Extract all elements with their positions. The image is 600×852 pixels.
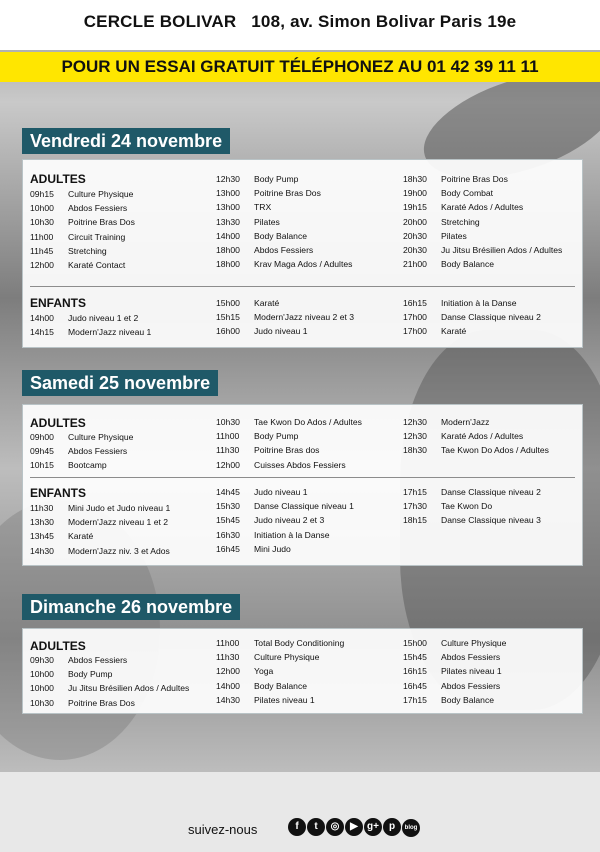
class-time: 10h30 xyxy=(216,417,240,427)
class-time: 12h00 xyxy=(30,259,54,270)
class-row xyxy=(403,415,549,429)
class-time: 16h30 xyxy=(216,529,240,540)
class-time: 17h15 xyxy=(403,487,427,497)
class-row xyxy=(216,664,344,678)
schedule-column xyxy=(30,501,170,558)
class-time: 15h45 xyxy=(216,515,240,526)
class-name: Ju Jitsu Brésilien Ados / Adultes xyxy=(441,244,563,255)
class-time: 11h00 xyxy=(30,231,54,242)
schedule-column xyxy=(403,636,506,707)
google-plus-icon[interactable]: g+ xyxy=(364,818,382,836)
class-name: Cuisses Abdos Fessiers xyxy=(254,459,346,470)
class-name: Judo niveau 1 xyxy=(254,326,308,337)
class-row xyxy=(216,499,354,513)
class-row xyxy=(30,444,133,458)
follow-us-label: suivez-nous xyxy=(188,822,258,837)
class-name: Circuit Training xyxy=(68,231,126,242)
section-label-enfants: ENFANTS xyxy=(30,296,87,310)
schedule-column xyxy=(30,653,189,710)
class-name: Tae Kwon Do Ados / Adultes xyxy=(254,417,362,427)
class-row xyxy=(403,499,541,513)
class-name: Danse Classique niveau 3 xyxy=(441,515,541,526)
class-time: 18h30 xyxy=(403,174,427,184)
class-row xyxy=(30,311,151,325)
class-row xyxy=(403,650,506,664)
class-time: 21h00 xyxy=(403,259,427,270)
class-name: Karaté Ados / Adultes xyxy=(441,202,524,213)
class-time: 20h30 xyxy=(403,230,427,241)
class-time: 11h30 xyxy=(216,652,240,663)
day-title-samedi: Samedi 25 novembre xyxy=(22,370,218,396)
schedule-column xyxy=(216,415,362,472)
class-name: Bootcamp xyxy=(68,460,107,471)
class-time: 13h30 xyxy=(216,216,240,227)
class-time: 12h00 xyxy=(216,666,240,677)
class-name: Mini Judo xyxy=(254,543,291,554)
schedule-panel-samedi xyxy=(22,404,583,566)
class-name: Poitrine Bras dos xyxy=(254,445,320,456)
class-name: Judo niveau 1 et 2 xyxy=(68,313,139,323)
class-row xyxy=(403,172,562,186)
class-row xyxy=(216,243,352,257)
club-address: 108, av. Simon Bolivar Paris 19e xyxy=(251,12,517,31)
class-name: Karaté xyxy=(441,326,467,337)
class-time: 13h30 xyxy=(30,517,54,528)
footer xyxy=(0,806,600,846)
class-name: Tae Kwon Do Ados / Adultes xyxy=(441,445,549,456)
class-row xyxy=(30,244,135,258)
class-name: Pilates niveau 1 xyxy=(441,666,502,677)
class-time: 13h00 xyxy=(216,188,240,199)
class-row xyxy=(403,485,541,499)
section-divider xyxy=(30,286,575,287)
class-name: Abdos Fessiers xyxy=(441,680,501,691)
class-row xyxy=(403,243,562,257)
schedule-column xyxy=(216,296,354,339)
class-row xyxy=(216,650,344,664)
class-name: Body Balance xyxy=(254,230,308,241)
schedule-column xyxy=(30,311,151,339)
class-row xyxy=(30,430,133,444)
class-name: Culture Physique xyxy=(441,638,507,648)
class-row xyxy=(403,324,541,338)
class-time: 12h30 xyxy=(403,431,427,442)
class-name: Pilates xyxy=(254,216,280,227)
class-name: Karaté xyxy=(68,531,94,542)
class-row xyxy=(216,229,352,243)
class-name: Poitrine Bras Dos xyxy=(68,217,135,228)
class-name: Culture Physique xyxy=(68,189,134,199)
class-row xyxy=(403,257,562,271)
class-time: 09h30 xyxy=(30,655,54,665)
class-time: 18h15 xyxy=(403,515,427,526)
class-name: Ju Jitsu Brésilien Ados / Adultes xyxy=(68,683,190,694)
class-name: Yoga xyxy=(254,666,274,677)
class-row xyxy=(403,200,562,214)
class-name: Modern'Jazz niveau 2 et 3 xyxy=(254,312,355,323)
class-name: Danse Classique niveau 2 xyxy=(441,312,541,323)
class-time: 15h30 xyxy=(216,501,240,512)
class-name: Abdos Fessiers xyxy=(441,652,501,663)
class-name: Judo niveau 2 et 3 xyxy=(254,515,325,526)
class-row xyxy=(403,443,549,457)
class-name: Poitrine Bras Dos xyxy=(441,174,508,184)
pinterest-icon[interactable]: p xyxy=(383,818,401,836)
class-time: 15h15 xyxy=(216,312,240,323)
class-row xyxy=(216,542,354,556)
section-label-adultes: ADULTES xyxy=(30,416,86,430)
schedule-column xyxy=(216,636,344,707)
class-row xyxy=(30,258,135,272)
class-row xyxy=(403,296,541,310)
class-row xyxy=(30,325,151,339)
class-name: Culture Physique xyxy=(254,652,320,663)
class-time: 18h00 xyxy=(216,259,240,270)
class-row xyxy=(216,528,354,542)
class-time: 17h00 xyxy=(403,326,427,337)
class-row xyxy=(30,529,170,543)
class-name: Abdos Fessiers xyxy=(68,655,128,665)
class-row xyxy=(30,544,170,558)
class-row xyxy=(403,310,541,324)
class-row xyxy=(30,187,135,201)
class-name: Karaté Ados / Adultes xyxy=(441,431,524,442)
class-row xyxy=(216,443,362,457)
class-name: Stretching xyxy=(68,245,107,256)
class-name: Modern'Jazz niv. 3 et Ados xyxy=(68,545,170,556)
class-name: Danse Classique niveau 1 xyxy=(254,501,354,512)
class-row xyxy=(216,415,362,429)
class-time: 13h45 xyxy=(30,531,54,542)
class-time: 17h30 xyxy=(403,501,427,512)
class-name: Initiation à la Danse xyxy=(441,298,517,308)
schedule-column xyxy=(403,485,541,528)
class-name: Modern'Jazz niveau 1 et 2 xyxy=(68,517,169,528)
class-name: Body Pump xyxy=(254,174,299,184)
class-name: Tae Kwon Do xyxy=(441,501,493,512)
class-row xyxy=(216,324,354,338)
class-time: 15h00 xyxy=(216,298,240,308)
section-divider xyxy=(30,477,575,478)
class-time: 10h00 xyxy=(30,203,54,214)
class-time: 16h00 xyxy=(216,326,240,337)
schedule-column xyxy=(403,296,541,339)
class-time: 16h45 xyxy=(403,680,427,691)
youtube-icon[interactable]: ▶ xyxy=(345,818,363,836)
day-title-dimanche: Dimanche 26 novembre xyxy=(22,594,240,620)
class-name: Pilates niveau 1 xyxy=(254,694,315,705)
class-time: 12h00 xyxy=(216,459,240,470)
class-row xyxy=(403,429,549,443)
class-time: 19h15 xyxy=(403,202,427,213)
class-row xyxy=(216,485,354,499)
class-name: Modern'Jazz xyxy=(441,417,490,427)
blog-icon[interactable]: blog xyxy=(402,819,420,837)
class-row xyxy=(216,215,352,229)
header xyxy=(0,0,600,50)
class-name: Initiation à la Danse xyxy=(254,529,330,540)
twitter-icon[interactable]: t xyxy=(307,818,325,836)
class-time: 11h30 xyxy=(216,445,240,456)
class-time: 13h00 xyxy=(216,202,240,213)
instagram-icon[interactable]: ◎ xyxy=(326,818,344,836)
class-row xyxy=(30,515,170,529)
class-row xyxy=(216,296,354,310)
class-row xyxy=(403,693,506,707)
class-time: 19h00 xyxy=(403,188,427,199)
class-time: 10h00 xyxy=(30,669,54,680)
class-row xyxy=(216,513,354,527)
class-row xyxy=(30,230,135,244)
facebook-icon[interactable]: f xyxy=(288,818,306,836)
class-name: TRX xyxy=(254,202,272,213)
class-time: 12h30 xyxy=(216,174,240,184)
class-row xyxy=(30,201,135,215)
class-time: 17h15 xyxy=(403,694,427,705)
class-time: 10h30 xyxy=(30,697,54,708)
class-time: 20h30 xyxy=(403,244,427,255)
class-row xyxy=(403,679,506,693)
class-time: 09h15 xyxy=(30,189,54,199)
class-row xyxy=(216,693,344,707)
class-row xyxy=(403,664,506,678)
class-time: 10h00 xyxy=(30,683,54,694)
free-trial-text: POUR UN ESSAI GRATUIT TÉLÉPHONEZ AU 01 42 39 11 11 xyxy=(61,57,539,76)
class-row xyxy=(216,200,352,214)
class-row xyxy=(216,257,352,271)
class-time: 09h00 xyxy=(30,432,54,442)
schedule-column xyxy=(30,187,135,272)
header-text xyxy=(0,12,600,32)
class-row xyxy=(216,429,362,443)
section-label-adultes: ADULTES xyxy=(30,639,86,653)
class-name: Poitrine Bras Dos xyxy=(254,188,321,199)
class-time: 20h00 xyxy=(403,216,427,227)
class-row xyxy=(403,229,562,243)
class-time: 11h00 xyxy=(216,431,240,442)
section-label-enfants: ENFANTS xyxy=(30,486,87,500)
class-time: 15h00 xyxy=(403,638,427,648)
class-time: 17h00 xyxy=(403,312,427,323)
class-name: Mini Judo et Judo niveau 1 xyxy=(68,503,171,513)
class-name: Abdos Fessiers xyxy=(68,203,128,214)
class-row xyxy=(403,513,541,527)
class-row xyxy=(216,172,352,186)
class-time: 14h30 xyxy=(30,545,54,556)
schedule-column xyxy=(216,485,354,556)
class-row xyxy=(403,186,562,200)
class-name: Judo niveau 1 xyxy=(254,487,308,497)
social-icons xyxy=(288,816,421,837)
class-row xyxy=(216,458,362,472)
club-name: CERCLE BOLIVAR xyxy=(83,12,237,31)
class-name: Krav Maga Ados / Adultes xyxy=(254,259,353,270)
class-row xyxy=(216,310,354,324)
class-time: 16h15 xyxy=(403,298,427,308)
class-name: Karaté Contact xyxy=(68,259,126,270)
class-time: 10h30 xyxy=(30,217,54,228)
class-name: Body Balance xyxy=(254,680,308,691)
class-name: Body Combat xyxy=(441,188,494,199)
class-time: 11h00 xyxy=(216,638,240,648)
class-name: Poitrine Bras Dos xyxy=(68,697,135,708)
class-row xyxy=(216,679,344,693)
class-row xyxy=(30,458,133,472)
class-time: 11h30 xyxy=(30,503,54,513)
class-time: 14h00 xyxy=(216,230,240,241)
class-row xyxy=(216,636,344,650)
free-trial-banner xyxy=(0,52,600,82)
class-row xyxy=(403,636,506,650)
class-name: Culture Physique xyxy=(68,432,134,442)
class-time: 12h30 xyxy=(403,417,427,427)
class-name: Danse Classique niveau 2 xyxy=(441,487,541,497)
class-row xyxy=(30,681,189,695)
class-time: 14h15 xyxy=(30,327,54,338)
class-time: 11h45 xyxy=(30,245,54,256)
class-name: Abdos Fessiers xyxy=(254,244,314,255)
class-row xyxy=(30,215,135,229)
class-time: 14h45 xyxy=(216,487,240,497)
class-time: 16h15 xyxy=(403,666,427,677)
class-row xyxy=(30,667,189,681)
schedule-panel-vendredi xyxy=(22,159,583,348)
schedule-column xyxy=(216,172,352,271)
class-row xyxy=(216,186,352,200)
schedule-column xyxy=(403,415,549,458)
schedule-column xyxy=(403,172,562,271)
class-row xyxy=(30,696,189,710)
class-time: 16h45 xyxy=(216,543,240,554)
class-name: Body Balance xyxy=(441,259,495,270)
class-name: Modern'Jazz niveau 1 xyxy=(68,327,152,338)
schedule-column xyxy=(30,430,133,473)
section-label-adultes: ADULTES xyxy=(30,172,86,186)
day-title-vendredi: Vendredi 24 novembre xyxy=(22,128,230,154)
class-name: Total Body Conditioning xyxy=(254,638,345,648)
class-time: 14h30 xyxy=(216,694,240,705)
class-row xyxy=(30,501,170,515)
class-name: Body Pump xyxy=(254,431,299,442)
class-name: Abdos Fessiers xyxy=(68,446,128,457)
class-row xyxy=(403,215,562,229)
class-name: Pilates xyxy=(441,230,467,241)
class-time: 10h15 xyxy=(30,460,54,471)
class-time: 14h00 xyxy=(30,313,54,323)
class-time: 15h45 xyxy=(403,652,427,663)
class-name: Body Pump xyxy=(68,669,113,680)
class-name: Body Balance xyxy=(441,694,495,705)
class-time: 14h00 xyxy=(216,680,240,691)
class-time: 18h30 xyxy=(403,445,427,456)
class-time: 18h00 xyxy=(216,244,240,255)
schedule-panel-dimanche xyxy=(22,628,583,714)
class-name: Stretching xyxy=(441,216,480,227)
class-time: 09h45 xyxy=(30,446,54,457)
class-row xyxy=(30,653,189,667)
class-name: Karaté xyxy=(254,298,280,308)
